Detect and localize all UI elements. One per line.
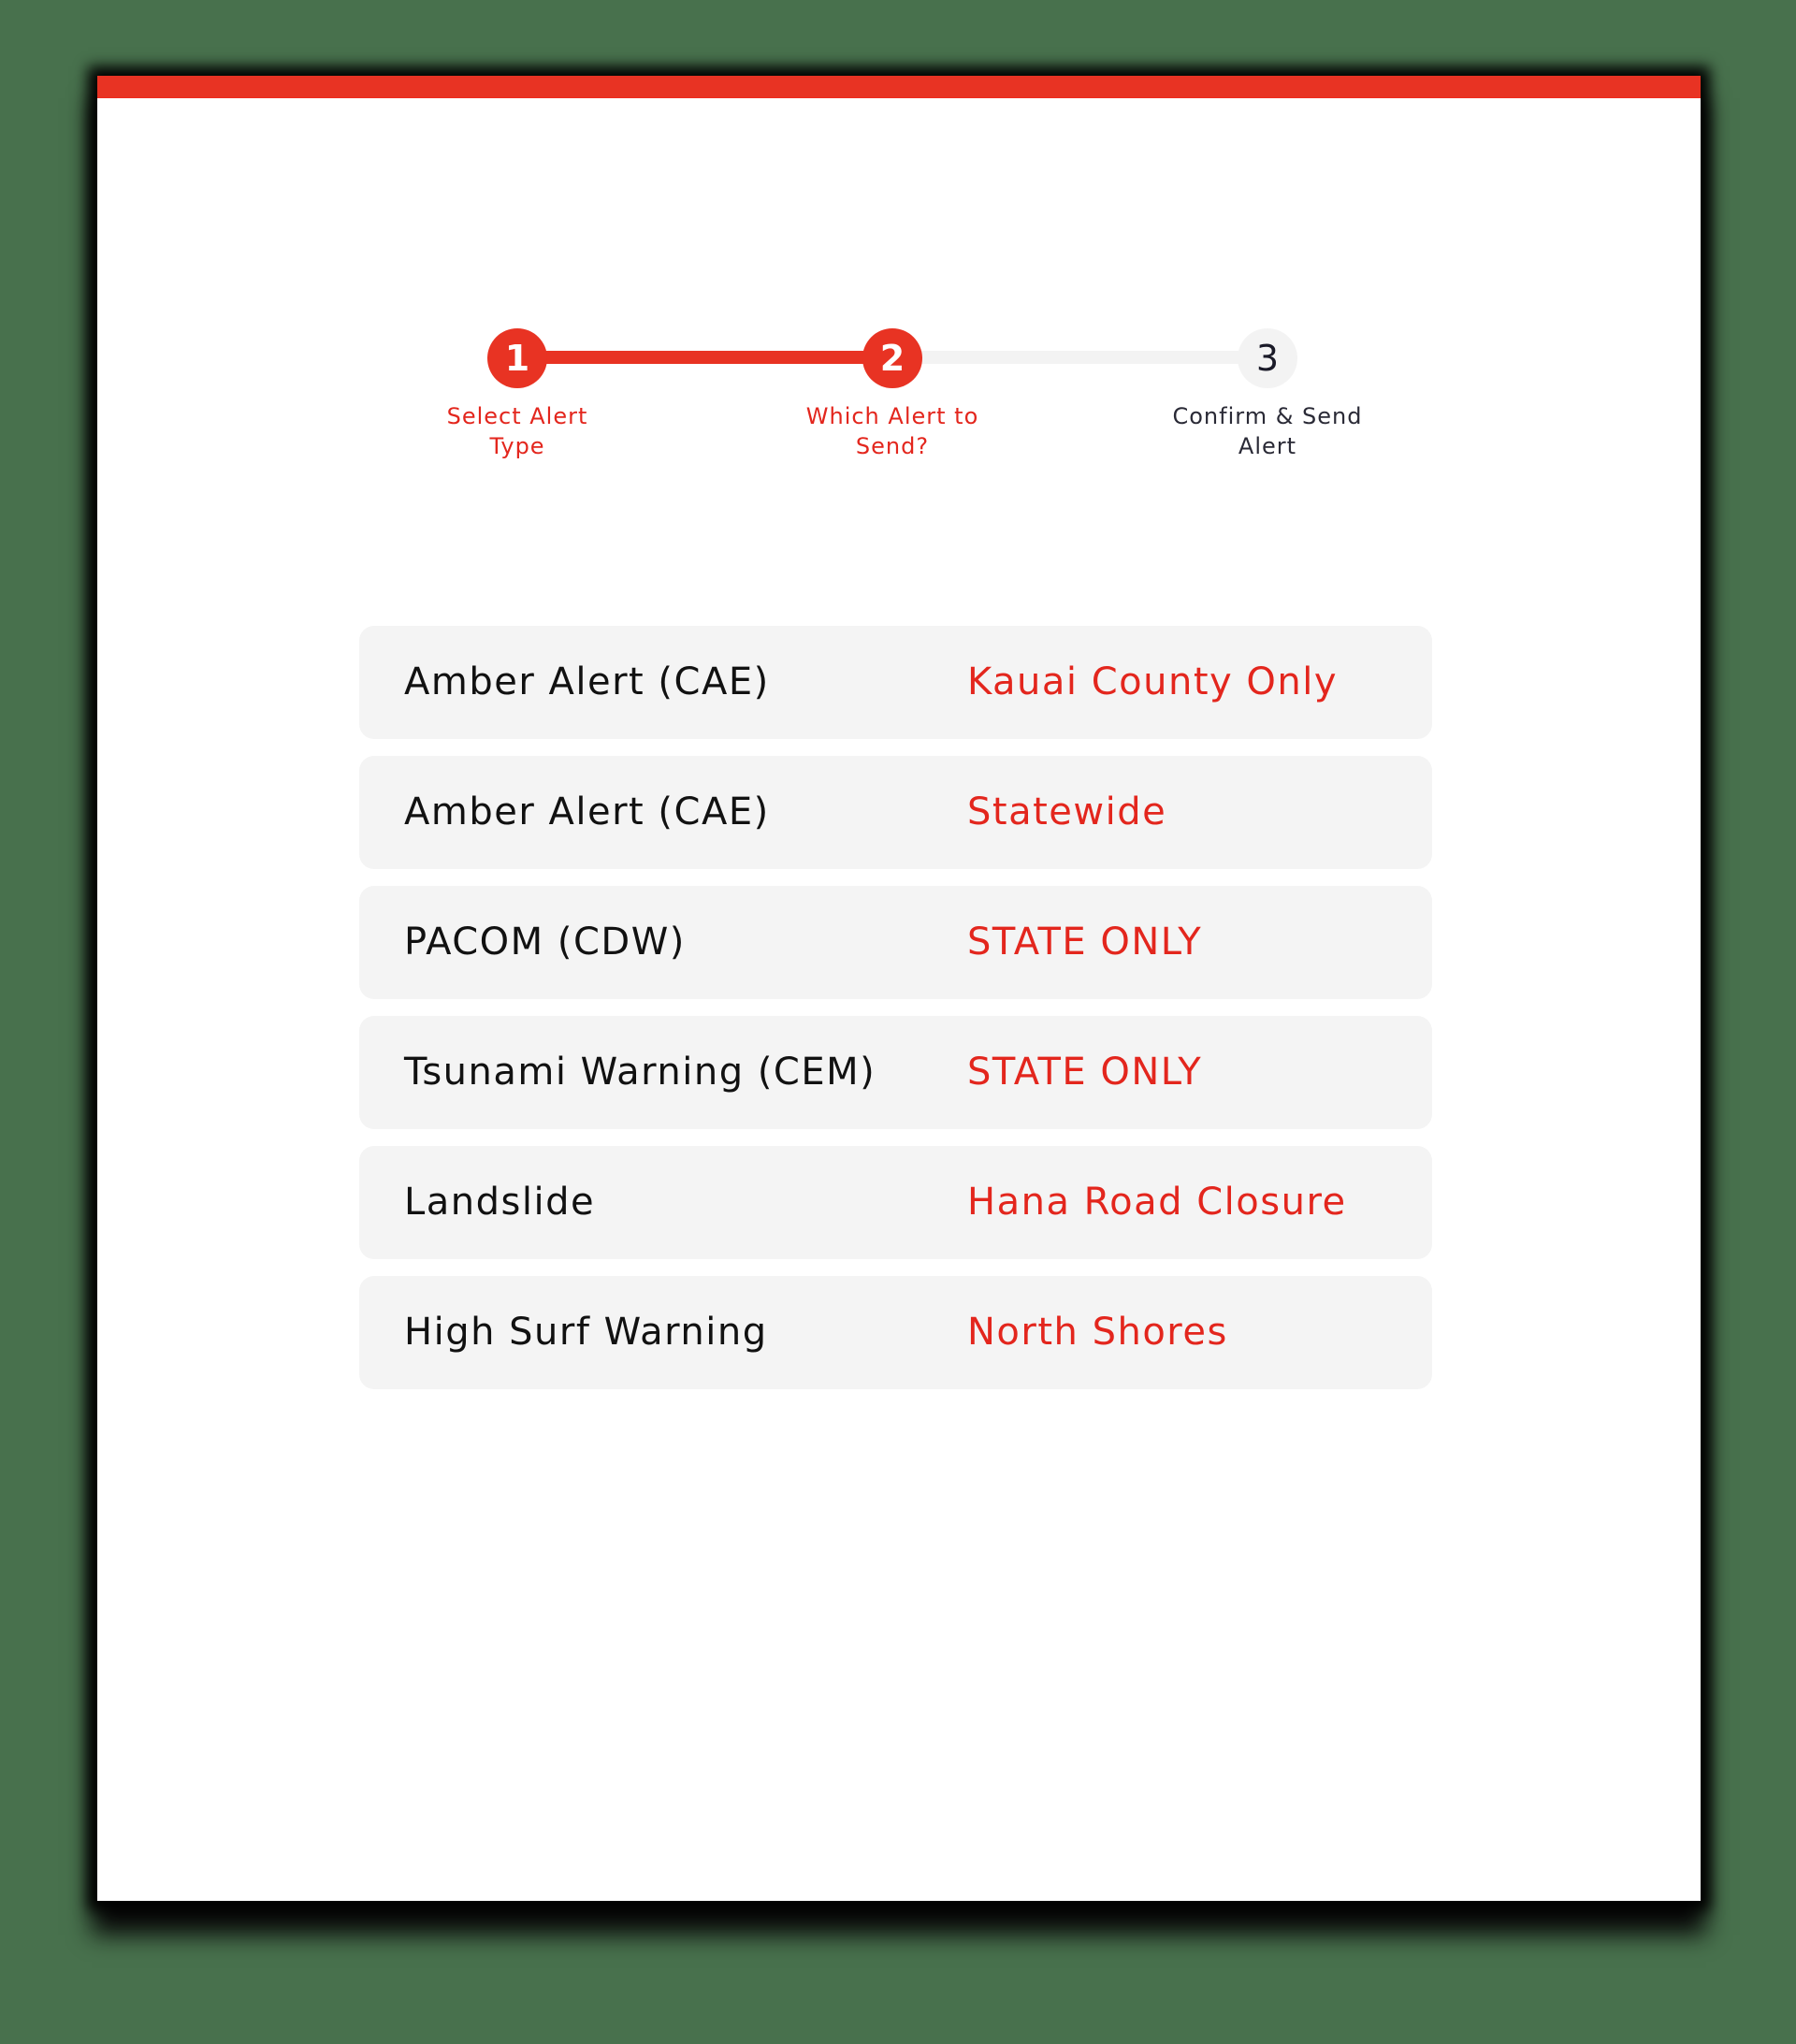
alert-name: Tsunami Warning (CEM) <box>404 1051 876 1094</box>
step-1-label-line1: Select Alert <box>446 403 588 429</box>
step-3-circle: 3 <box>1238 328 1297 388</box>
alert-scope: Hana Road Closure <box>967 1181 1347 1224</box>
step-2-circle: 2 <box>862 328 922 388</box>
step-1-label <box>396 401 639 461</box>
step-1-circle: 1 <box>487 328 547 388</box>
alert-name: PACOM (CDW) <box>404 921 686 964</box>
alert-scope: Kauai County Only <box>967 660 1339 703</box>
alert-wizard-panel <box>97 76 1701 1901</box>
alert-option-row[interactable] <box>359 1016 1432 1129</box>
alert-name: Amber Alert (CAE) <box>404 660 770 703</box>
alert-option-row[interactable] <box>359 1146 1432 1259</box>
step-2-label <box>771 401 1014 461</box>
step-select-alert-type[interactable] <box>396 328 639 461</box>
alert-scope: STATE ONLY <box>967 921 1203 964</box>
alert-name: Landslide <box>404 1181 596 1224</box>
alert-scope: North Shores <box>967 1311 1228 1354</box>
progress-stepper <box>97 76 1701 469</box>
step-3-label-line2: Alert <box>1238 433 1297 459</box>
alert-option-row[interactable] <box>359 1276 1432 1389</box>
step-2-label-line1: Which Alert to <box>805 403 979 429</box>
alert-scope: STATE ONLY <box>967 1051 1203 1094</box>
alert-name: High Surf Warning <box>404 1311 768 1354</box>
alert-option-row[interactable] <box>359 886 1432 999</box>
alert-name: Amber Alert (CAE) <box>404 790 770 834</box>
alert-option-row[interactable] <box>359 756 1432 869</box>
step-3-label-line1: Confirm & Send <box>1172 403 1363 429</box>
alert-options-list <box>359 626 1432 1406</box>
step-2-label-line2: Send? <box>855 433 930 459</box>
alert-option-row[interactable] <box>359 626 1432 739</box>
step-3-label <box>1146 401 1389 461</box>
step-1-label-line2: Type <box>489 433 545 459</box>
step-confirm-send[interactable] <box>1146 328 1389 461</box>
step-which-alert[interactable] <box>771 328 1014 461</box>
alert-scope: Statewide <box>967 790 1167 834</box>
